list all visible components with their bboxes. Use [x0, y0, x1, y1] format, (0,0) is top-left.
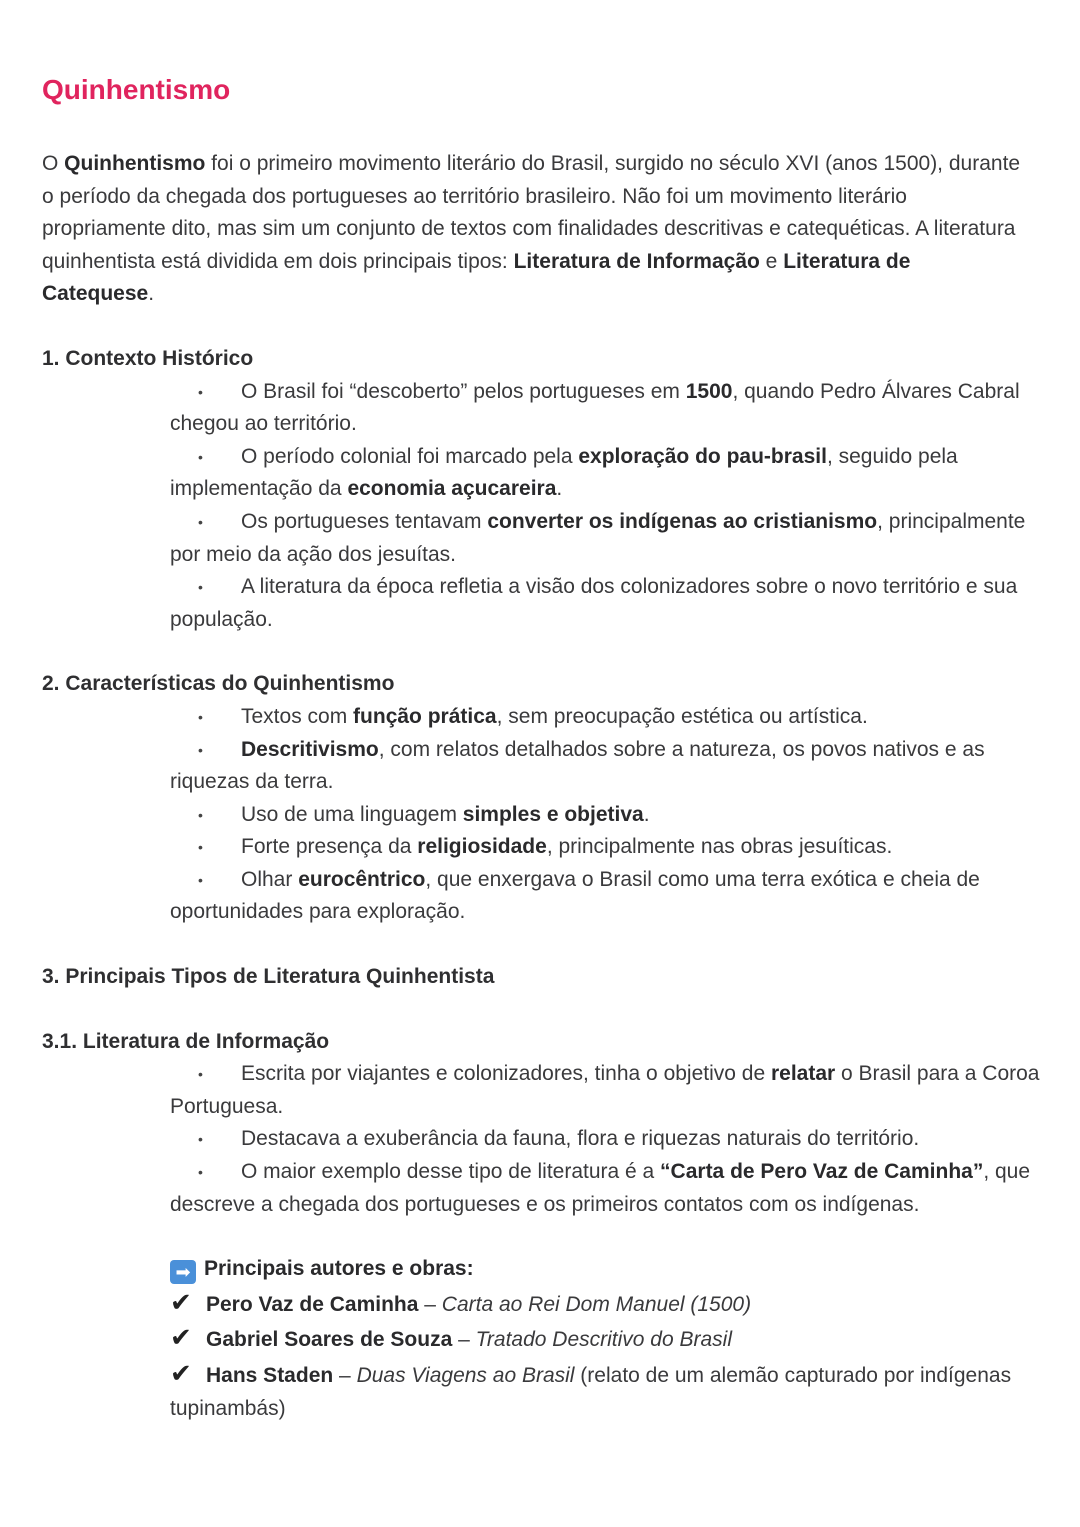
section-caracteristicas: [42, 668, 1042, 929]
author-row: [170, 1321, 1042, 1357]
bullet-list: [42, 376, 1042, 637]
authors-heading: Principais autores e obras:: [204, 1257, 474, 1281]
item-text: Forte presença da: [241, 835, 418, 859]
item-text: A literatura da época refletia a visão dos colonizadores sobre o novo território e sua população.: [170, 575, 1018, 631]
item-text: .: [643, 802, 650, 826]
arrow-right-icon: ➡: [170, 1260, 196, 1284]
bullet-icon: •: [198, 513, 203, 530]
author-separator: –: [452, 1328, 476, 1352]
item-text: , que descreve a chegada dos portugueses e os primeiros contatos com os indígenas.: [170, 1160, 1031, 1216]
item-text: Uso de uma linguagem: [241, 802, 463, 826]
item-text: Escrita por viajantes e colonizadores, tinha o objetivo de: [241, 1062, 771, 1086]
bullet-list: [42, 701, 1042, 929]
bullet-icon: •: [198, 839, 203, 856]
item-bold: simples e objetiva: [462, 802, 644, 826]
list-item: [170, 1058, 1042, 1123]
item-text: , principalmente por meio da ação dos jesuítas.: [170, 509, 1026, 566]
intro-text: O: [42, 152, 65, 175]
item-text: , seguido pela implementação da: [170, 444, 958, 501]
author-name: Pero Vaz de Caminha: [206, 1292, 419, 1316]
bullet-icon: •: [198, 741, 203, 758]
author-work: Duas Viagens ao Brasil: [356, 1364, 575, 1387]
authors-heading-row: [170, 1253, 1042, 1286]
item-text: o Brasil para a Coroa Portuguesa.: [170, 1062, 1040, 1118]
item-text: Os portugueses tentavam: [241, 509, 488, 533]
list-item: [170, 734, 1042, 799]
item-text: , quando Pedro Álvares Cabral chegou ao território.: [170, 379, 1020, 436]
intro-text: e: [759, 249, 784, 273]
intro-text: foi o primeiro movimento literário do Brasil, surgido no século XVI (anos 1500), durante o período da chegada dos portugueses ao território brasileiro. Não foi um movimento literário propriamente dito, mas sim um conjunto de textos com finalidades descritivas e catequéticas. A literatura quinhentista está dividida em dois principais tipos:: [42, 152, 1021, 273]
bullet-icon: •: [198, 448, 203, 465]
section-heading: 1. Contexto Histórico: [42, 346, 254, 370]
author-separator: –: [333, 1364, 357, 1387]
item-text: .: [556, 477, 563, 501]
item-text: O Brasil foi “descoberto” pelos portugueses em: [241, 379, 686, 403]
item-bold: religiosidade: [417, 835, 547, 859]
item-text: , com relatos detalhados sobre a natureza, os povos nativos e as riquezas da terra.: [170, 737, 985, 794]
author-name: Hans Staden: [206, 1364, 334, 1387]
checkmark-icon: ✔: [170, 1286, 192, 1317]
bullet-icon: •: [198, 1066, 203, 1083]
item-bold: função prática: [353, 704, 497, 728]
list-item: [170, 571, 1042, 636]
bullet-icon: •: [198, 579, 203, 596]
list-item: [170, 506, 1042, 571]
item-bold: Descritivismo: [241, 737, 379, 761]
section-heading: 2. Características do Quinhentismo: [42, 672, 395, 696]
bullet-icon: •: [198, 383, 203, 400]
item-bold: eurocêntrico: [298, 867, 426, 891]
item-bold: relatar: [770, 1062, 836, 1086]
bullet-icon: •: [198, 708, 203, 725]
bullet-icon: •: [198, 806, 203, 823]
checkmark-icon: ✔: [170, 1322, 192, 1353]
authors-block: [42, 1253, 1042, 1425]
item-text: Destacava a exuberância da fauna, flora e riquezas naturais do território.: [241, 1127, 920, 1151]
section-heading: 3. Principais Tipos de Literatura Quinhentista: [42, 965, 495, 989]
section-principais-tipos: [42, 961, 1042, 994]
item-text: Olhar: [241, 867, 299, 891]
author-name: Gabriel Soares de Souza: [206, 1328, 453, 1352]
bullet-icon: •: [198, 1164, 203, 1181]
item-bold: economia açucareira: [347, 477, 557, 501]
author-note: (relato de um alemão capturado por indígenas tupinambás): [170, 1364, 1012, 1420]
item-text: , principalmente nas obras jesuíticas.: [546, 835, 893, 859]
item-text: O maior exemplo desse tipo de literatura é a: [241, 1160, 661, 1184]
item-text: , sem preocupação estética ou artística.: [496, 704, 868, 728]
checkmark-icon: ✔: [170, 1358, 192, 1388]
subsection-heading: 3.1. Literatura de Informação: [42, 1029, 330, 1053]
section-literatura-informacao: [42, 1026, 1042, 1222]
list-item: [170, 701, 1042, 734]
list-item: [170, 864, 1042, 929]
author-work: Carta ao Rei Dom Manuel (1500): [441, 1292, 752, 1316]
list-item: [170, 1123, 1042, 1156]
item-bold: “Carta de Pero Vaz de Caminha”: [660, 1160, 984, 1184]
bullet-list: [42, 1058, 1042, 1221]
author-work: Tratado Descritivo do Brasil: [475, 1328, 732, 1352]
intro-bold: Literatura de Catequese: [42, 249, 911, 306]
bullet-icon: •: [198, 1131, 203, 1148]
item-text: O período colonial foi marcado pela: [241, 444, 579, 468]
list-item: [170, 441, 1042, 506]
intro-paragraph: [42, 148, 1027, 311]
page-title: Quinhentismo: [42, 74, 231, 105]
list-item: [170, 1156, 1042, 1221]
bullet-icon: •: [198, 871, 203, 888]
author-row: [170, 1357, 1042, 1425]
list-item: [170, 831, 1042, 864]
intro-text: .: [148, 282, 155, 306]
item-text: , que enxergava o Brasil como uma terra exótica e cheia de oportunidades para exploração.: [170, 867, 980, 924]
author-row: [170, 1286, 1042, 1322]
document-page: [42, 70, 1042, 1425]
intro-bold: Quinhentismo: [64, 152, 206, 175]
item-bold: 1500: [685, 379, 733, 403]
section-contexto-historico: [42, 343, 1042, 636]
item-bold: converter os indígenas ao cristianismo: [487, 509, 878, 533]
author-separator: –: [418, 1292, 442, 1316]
intro-bold: Literatura de Informação: [513, 249, 760, 273]
list-item: [170, 799, 1042, 832]
item-text: Textos com: [241, 704, 354, 728]
item-bold: exploração do pau-brasil: [578, 444, 827, 468]
list-item: [170, 376, 1042, 441]
